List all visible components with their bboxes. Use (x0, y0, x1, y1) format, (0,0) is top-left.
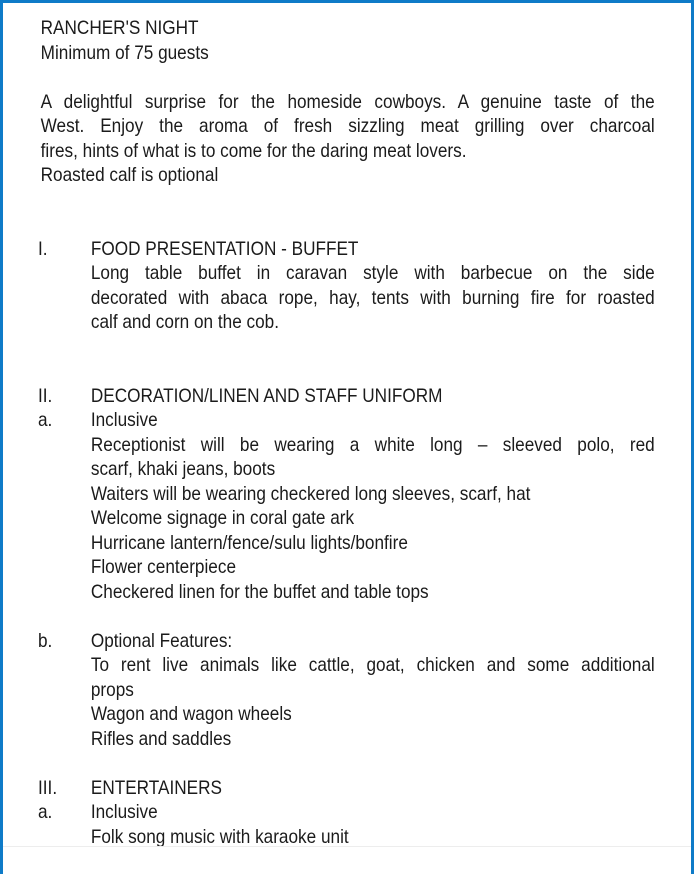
subsection-label: Inclusive (90, 801, 158, 823)
section-line (38, 482, 655, 507)
subsection-row (38, 408, 655, 433)
subsection-row (38, 800, 655, 825)
section-line (38, 506, 655, 531)
intro-text: fires, hints of what is to come for the daring meat lovers. (40, 139, 467, 162)
section-line (38, 457, 655, 482)
subsection-label: Inclusive (90, 409, 158, 431)
section-line (38, 555, 655, 580)
blank-line (38, 212, 655, 237)
document-content (38, 16, 655, 849)
section-text: To rent live animals like cattle, goat, chicken and some additional (90, 654, 655, 676)
section-text: Rifles and saddles (90, 727, 232, 750)
section-heading: FOOD PRESENTATION - BUFFET (90, 237, 359, 260)
list-marker-roman: III. (38, 776, 58, 799)
list-marker-roman: I. (38, 237, 48, 260)
section-line (38, 261, 655, 286)
section-text: Welcome signage in coral gate ark (90, 507, 355, 529)
intro-line (38, 163, 655, 188)
section-line (38, 310, 655, 335)
section-text: Wagon and wagon wheels (90, 703, 292, 725)
minimum-guests-line: Minimum of 75 guests (40, 41, 209, 64)
blank-line (38, 359, 655, 384)
intro-line (38, 114, 655, 139)
subsection-row (38, 629, 655, 654)
section-line (38, 702, 655, 727)
intro-text: Roasted calf is optional (40, 164, 219, 186)
section-text: Long table buffet in caravan style with barbecue on the side (90, 262, 655, 284)
section-text: scarf, khaki jeans, boots (90, 458, 276, 480)
section-line (38, 580, 655, 605)
section-heading-row (38, 237, 655, 262)
blank-line (38, 188, 655, 213)
section-text: props (90, 678, 134, 701)
section-heading-row (38, 776, 655, 801)
intro-line (38, 90, 655, 115)
blank-line (38, 335, 655, 360)
section-line (38, 286, 655, 311)
blank-line (38, 751, 655, 776)
page-title: RANCHER'S NIGHT (40, 17, 199, 39)
intro-line (38, 139, 655, 164)
section-line (38, 531, 655, 556)
intro-text: A delightful surprise for the homeside cowboys. A genuine taste of the (40, 90, 655, 113)
title-row (38, 16, 655, 41)
list-marker-letter: a. (38, 801, 53, 823)
page-bottom-divider (3, 846, 691, 847)
section-heading: DECORATION/LINEN AND STAFF UNIFORM (90, 384, 443, 407)
blank-line (38, 604, 655, 629)
intro-text: West. Enjoy the aroma of fresh sizzling meat grilling over charcoal (40, 115, 655, 137)
list-marker-letter: b. (38, 629, 53, 652)
section-line (38, 727, 655, 752)
blank-line (38, 65, 655, 90)
subtitle-row (38, 41, 655, 66)
section-line (38, 433, 655, 458)
section-text: Receptionist will be wearing a white long – sleeved polo, red (90, 433, 655, 456)
section-text: decorated with abaca rope, hay, tents with burning fire for roasted (90, 286, 655, 309)
section-heading-row (38, 384, 655, 409)
list-marker-letter: a. (38, 409, 53, 431)
subsection-label: Optional Features: (90, 629, 233, 652)
section-text: Folk song music with karaoke unit (90, 825, 349, 848)
section-text: Flower centerpiece (90, 556, 237, 578)
section-text: Hurricane lantern/fence/sulu lights/bonfire (90, 531, 408, 554)
section-line (38, 678, 655, 703)
section-text: calf and corn on the cob. (90, 311, 280, 333)
section-text: Waiters will be wearing checkered long sleeves, scarf, hat (90, 482, 531, 505)
list-marker-roman: II. (38, 384, 53, 407)
section-line (38, 653, 655, 678)
section-heading: ENTERTAINERS (90, 776, 222, 799)
section-text: Checkered linen for the buffet and table tops (90, 580, 429, 603)
